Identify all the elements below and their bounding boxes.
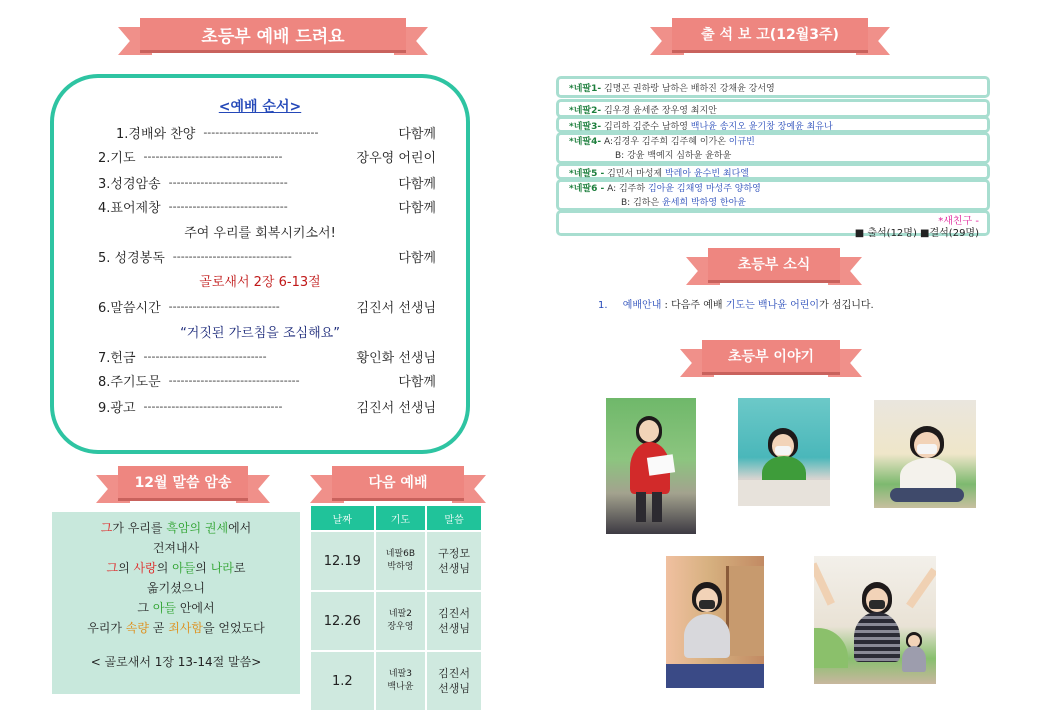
order-dash: ---------------------------------: [168, 373, 300, 387]
order-item-5: [98, 246, 436, 266]
attendance-row-4: [556, 132, 990, 164]
attendance-summary: [556, 210, 990, 239]
column-header: 말씀: [426, 505, 482, 531]
order-dash: -----------------------------: [203, 125, 319, 139]
verse-word: 안에서: [176, 601, 215, 615]
verse-word: 아들: [172, 561, 196, 575]
attendance-row-1: [556, 76, 990, 98]
news-text: : 다음주 예배: [661, 300, 726, 311]
order-leader: 다함께: [398, 126, 436, 142]
verse-word: 그: [106, 561, 119, 575]
verse-word: 우리가: [87, 621, 126, 635]
memory-verse-box: [52, 512, 300, 694]
order-title: <예배 순서>: [218, 99, 302, 115]
sermon-title: “거짓된 가르침을 조심해요”: [180, 326, 340, 341]
attendee-names-present: 박레아 윤수빈 최다엘: [664, 169, 749, 179]
verse-word: 가 우리를: [112, 521, 167, 535]
prayer-name: 백나윤: [387, 682, 414, 692]
prayer-cell: [375, 531, 427, 591]
verse-word: 그: [100, 521, 113, 535]
group-label: *네팔6 -: [569, 184, 605, 194]
column-header: 날짜: [310, 505, 375, 531]
date-cell: 1.2: [310, 651, 375, 711]
prayer-group: 네팔3: [388, 669, 412, 679]
order-leader: 김진서 선생님: [356, 400, 436, 416]
verse-line-1: [52, 518, 300, 538]
word-cell: [426, 591, 482, 651]
verse-word: 의: [118, 561, 134, 575]
speaker-name: 김진서: [438, 667, 471, 680]
group-label: *네팔5 -: [569, 169, 605, 179]
order-label: 7.헌금: [98, 350, 136, 366]
verse-line-2: 건져내사: [152, 541, 200, 555]
news-text-tail: 가 섬깁니다.: [819, 300, 874, 311]
verse-header-ribbon: [96, 466, 270, 506]
news-item: [598, 296, 874, 311]
verse-word: 그: [137, 601, 153, 615]
order-label: 5. 성경봉독: [98, 250, 165, 266]
verse-word: 아들: [152, 601, 176, 615]
attendee-names: 김우경 윤세준 장우영 최지안: [601, 106, 717, 116]
date-cell: 12.26: [310, 591, 375, 651]
prayer-group: 네팔6B: [385, 549, 416, 559]
attendee-names-present: 백나윤 송지오 윤기창 장예윤 최유나: [690, 122, 833, 132]
order-dash: ------------------------------: [172, 249, 292, 263]
speaker-title: 선생님: [438, 682, 471, 695]
attendee-names-present: 이규빈: [728, 137, 755, 147]
verse-line-3: [52, 558, 300, 578]
order-label: 3.성경암송: [98, 176, 161, 192]
order-label: 2.기도: [98, 150, 136, 166]
photo-child-arms-up: [814, 556, 936, 684]
stories-header: 초등부 이야기: [702, 340, 840, 372]
attendance-row-5: [556, 163, 990, 180]
verse-word: 에서: [228, 521, 252, 535]
prayer-group: 네팔2: [388, 609, 412, 619]
news-label: 예배안내: [622, 300, 662, 311]
stories-header-ribbon: [680, 340, 862, 380]
attendee-names: A: 김주하: [604, 184, 648, 194]
next-header-ribbon: [310, 466, 486, 506]
order-item-9: [98, 396, 436, 416]
scripture-ref: 골로새서 2장 6-13절: [199, 275, 321, 290]
verse-word: 의: [156, 561, 173, 575]
prayer-name: 장우영: [387, 622, 414, 632]
order-dash: -----------------------------------: [143, 399, 283, 413]
group-label: *네팔2-: [569, 106, 602, 116]
news-header-ribbon: [686, 248, 862, 288]
next-worship-table: [309, 504, 483, 712]
verse-word: 로: [233, 561, 246, 575]
verse-line-4: 옮기셨으니: [147, 581, 205, 595]
speaker-name: 구정모: [438, 547, 471, 560]
verse-word: 을 얻었도다: [203, 621, 265, 635]
verse-word: 사랑: [133, 561, 157, 575]
prayer-name: 박하영: [387, 562, 414, 572]
next-header: 다음 예배: [332, 466, 464, 498]
photo-child-reading: [606, 398, 696, 534]
table-header-row: [310, 505, 482, 531]
attendance-total: ■ 출석(12명) ■결석(29명): [854, 228, 979, 239]
verse-header: 12월 말씀 암송: [118, 466, 248, 498]
order-leader: 다함께: [398, 176, 436, 192]
worship-header: 초등부 예배 드려요: [140, 18, 406, 50]
verse-word: 의: [195, 561, 211, 575]
attendee-names: 김명곤 권하랑 남하은 배하진 강채윤 강서영: [601, 84, 775, 94]
verse-reference: < 골로새서 1장 13-14절 말씀>: [90, 655, 262, 669]
news-header: 초등부 소식: [708, 248, 840, 280]
worship-order-box: [50, 74, 470, 454]
news-highlight: 기도는 백나윤 어린이: [725, 300, 820, 311]
attendee-names-present: 윤세희 박하영 한아윤: [662, 198, 746, 208]
speaker-title: 선생님: [438, 622, 471, 635]
order-dash: ----------------------------: [168, 299, 280, 313]
order-item-4: [98, 196, 436, 216]
motto-text: 주여 우리를 회복시키소서!: [184, 226, 336, 241]
group-label: *네팔3-: [569, 122, 602, 132]
table-row: [310, 651, 482, 711]
order-leader: 다함께: [398, 200, 436, 216]
order-dash: -----------------------------------: [143, 149, 283, 163]
verse-word: 나라: [210, 561, 234, 575]
group-label: *네팔4-: [569, 137, 602, 147]
attendee-names-present: 김아윤 김채영 마성주 양하영: [647, 184, 761, 194]
attendee-names: A:김경우 김주희 김주혜 이가온: [601, 137, 729, 147]
photo-child-gym: [874, 400, 976, 508]
attendance-row-6: [556, 179, 990, 211]
news-number: 1.: [598, 300, 608, 311]
order-item-1: [98, 122, 436, 142]
order-leader: 황인화 선생님: [356, 350, 436, 366]
attendance-header-ribbon: [650, 18, 890, 58]
speaker-title: 선생님: [438, 562, 471, 575]
order-dash: ------------------------------: [168, 175, 288, 189]
photo-child-library: [666, 556, 764, 688]
order-label: 4.표어제창: [98, 200, 161, 216]
attendee-names: 김리하 김준수 남하영: [601, 122, 691, 132]
date-cell: 12.19: [310, 531, 375, 591]
prayer-cell: [375, 651, 427, 711]
table-row: [310, 531, 482, 591]
group-label: *네팔1-: [569, 84, 602, 94]
order-item-6: [98, 296, 436, 316]
word-cell: [426, 651, 482, 711]
order-leader: 다함께: [398, 250, 436, 266]
order-item-2: [98, 146, 436, 166]
attendee-names: 김민서 마성제: [604, 169, 665, 179]
verse-word: 죄사함: [168, 621, 203, 635]
table-row: [310, 591, 482, 651]
verse-word: 속량: [125, 621, 149, 635]
verse-word: 흑암의 권세: [166, 521, 229, 535]
order-dash: -------------------------------: [143, 349, 267, 363]
attendee-names: B: 강윤 백예지 심하윤 윤하윤: [615, 151, 732, 161]
order-label: 8.주기도문: [98, 374, 161, 390]
order-item-8: [98, 370, 436, 390]
order-label: 9.광고: [98, 400, 136, 416]
word-cell: [426, 531, 482, 591]
speaker-name: 김진서: [438, 607, 471, 620]
order-label: 1.경배와 찬양: [116, 126, 196, 142]
order-leader: 다함께: [398, 374, 436, 390]
verse-word: 곧: [148, 621, 169, 635]
order-leader: 장우영 어린이: [356, 150, 436, 166]
order-item-7: [98, 346, 436, 366]
photo-children-sitting: [738, 398, 830, 506]
verse-line-6: [52, 618, 300, 638]
column-header: 기도: [375, 505, 427, 531]
new-friend-label: *새친구 -: [938, 216, 979, 227]
attendance-header: 출 석 보 고(12월3주): [672, 18, 868, 50]
order-label: 6.말씀시간: [98, 300, 161, 316]
attendance-row-3: [556, 116, 990, 133]
order-item-3: [98, 172, 436, 192]
attendee-names: B: 김하은: [621, 198, 663, 208]
order-leader: 김진서 선생님: [356, 300, 436, 316]
prayer-cell: [375, 591, 427, 651]
worship-header-ribbon: [118, 18, 428, 58]
verse-line-5: [52, 598, 300, 618]
order-dash: ------------------------------: [168, 199, 288, 213]
